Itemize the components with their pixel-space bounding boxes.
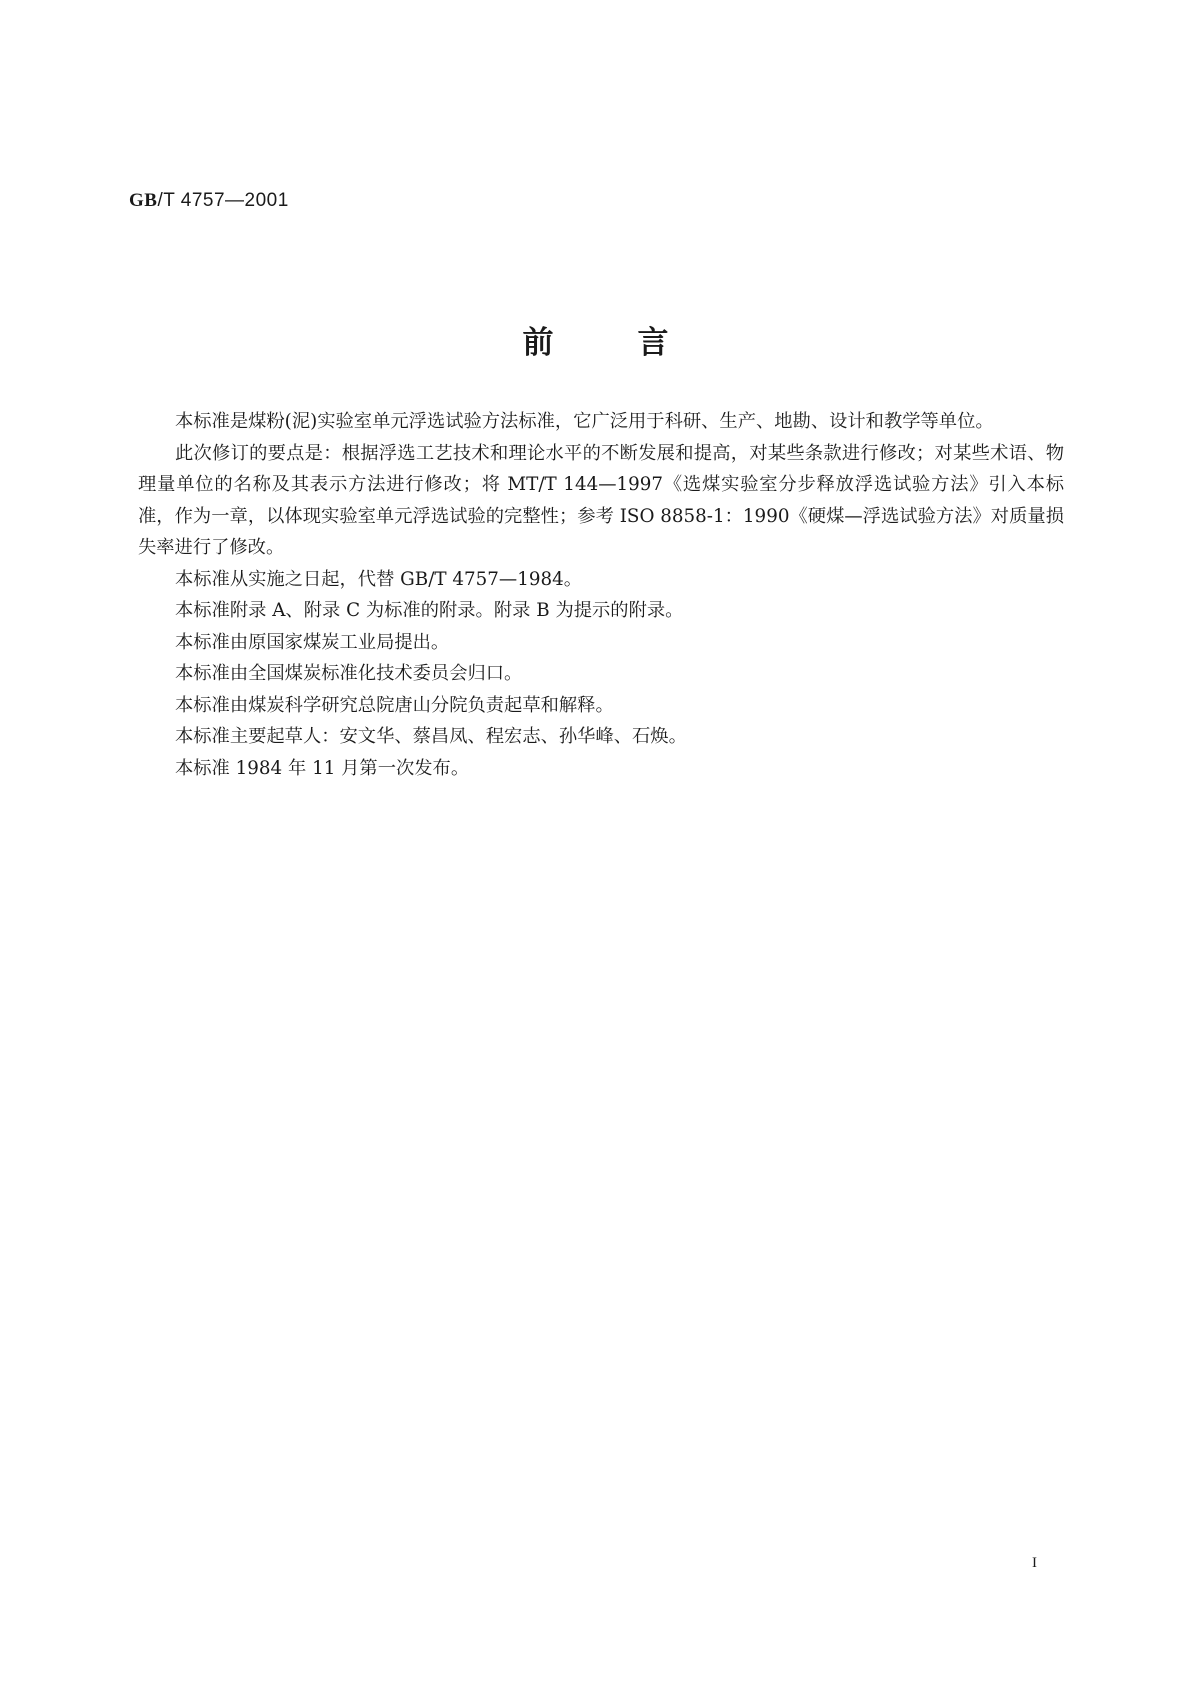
page-number: I	[1032, 1555, 1037, 1571]
paragraph-appendices: 本标准附录 A、附录 C 为标准的附录。附录 B 为提示的附录。	[175, 600, 684, 621]
standard-code-number: /T 4757—2001	[157, 190, 289, 211]
page-title: 前言	[522, 325, 753, 361]
paragraph-drafted-by: 本标准由煤炭科学研究总院唐山分院负责起草和解释。	[175, 694, 614, 716]
paragraph-proposed-by: 本标准由原国家煤炭工业局提出。	[175, 631, 450, 653]
standard-code	[129, 190, 289, 212]
standard-code-prefix: GB	[129, 190, 158, 211]
paragraph-scope: 本标准是煤粉(泥)实验室单元浮选试验方法标准，它广泛用于科研、生产、地勘、设计和教学等单位。	[175, 411, 994, 432]
paragraph-replaces: 本标准从实施之日起，代替 GB/T 4757—1984。	[175, 568, 582, 590]
foreword-body	[138, 406, 1064, 784]
paragraph-centralized-by: 本标准由全国煤炭标准化技术委员会归口。	[175, 663, 523, 684]
paragraph-revision-points: 此次修订的要点是：根据浮选工艺技术和理论水平的不断发展和提高，对某些条款进行修改；对某些术语、物理量单位的名称及其表示方法进行修改；将 MT/T 144—1997《选煤实验室分步释放浮选试验方法》引入本标准，作为一章，以体现实验室单元浮选试验的完整性；参考 ISO 8858-1：1990《硬煤—浮选试验方法》对质量损失率进行了修改。	[138, 442, 1064, 558]
paragraph-drafters: 本标准主要起草人：安文华、蔡昌凤、程宏志、孙华峰、石焕。	[175, 726, 687, 747]
paragraph-first-release: 本标准 1984 年 11 月第一次发布。	[175, 757, 470, 779]
